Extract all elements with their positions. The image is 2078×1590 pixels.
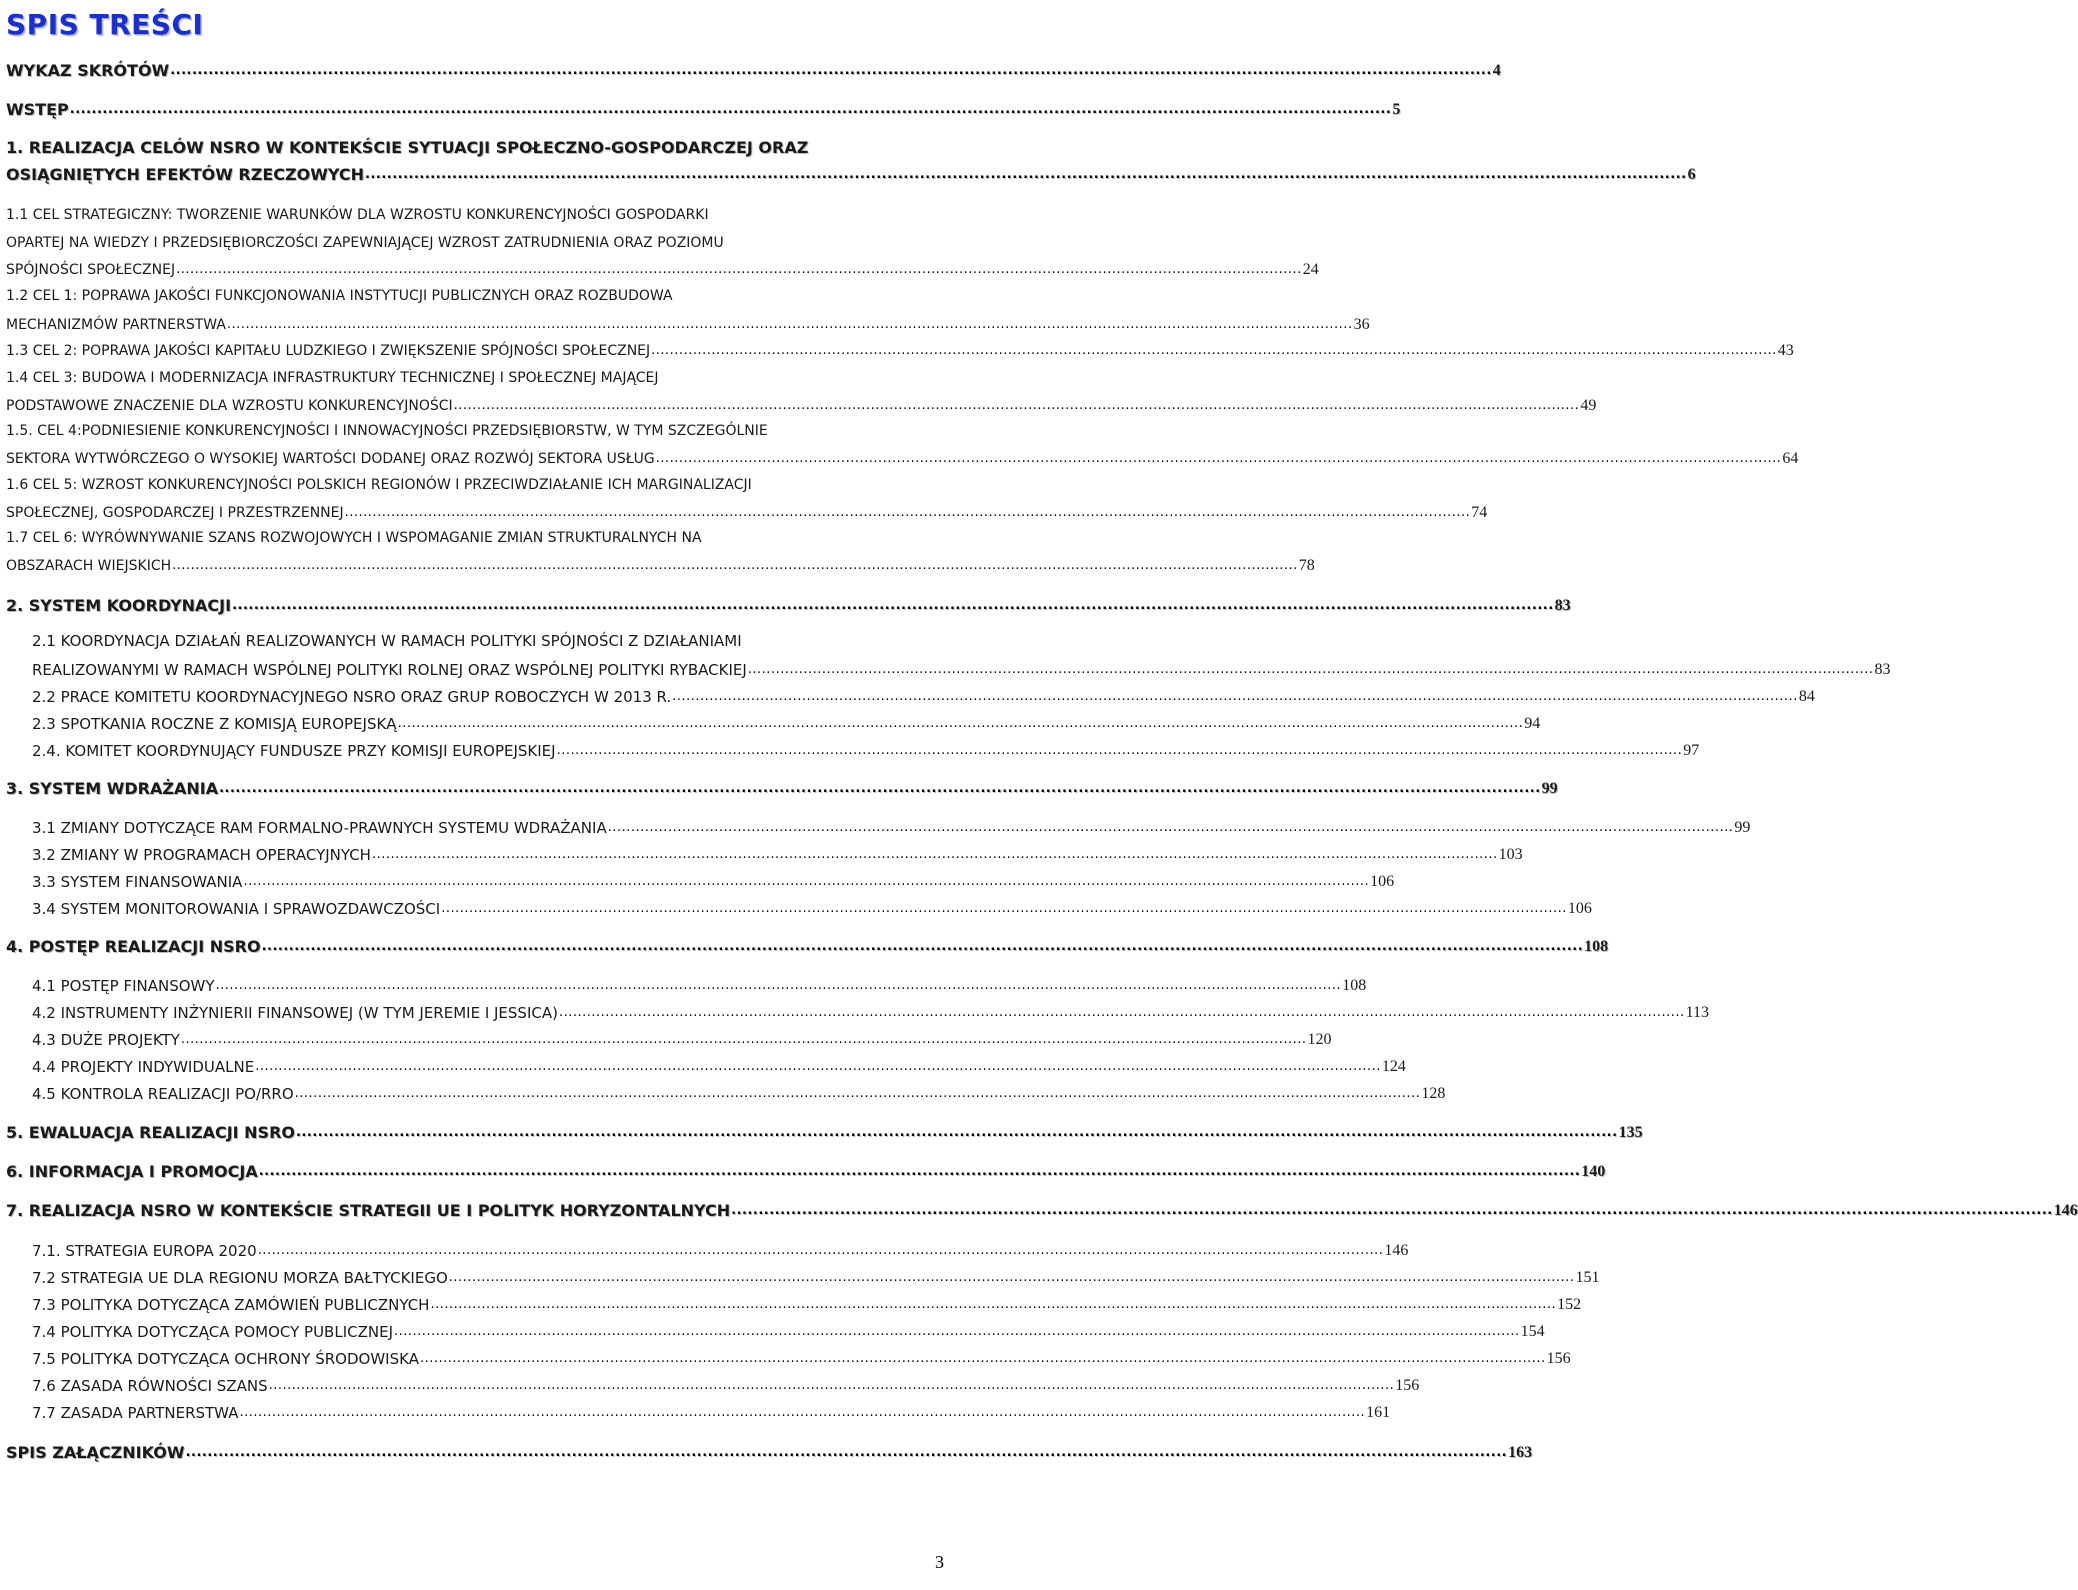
toc-entry[interactable] bbox=[32, 1319, 1545, 1343]
toc-entry[interactable] bbox=[6, 58, 1501, 82]
toc-entry-title-line: 1.5. CEL 4:PODNIESIENIE KONKURENCYJNOŚCI I INNOWACYJNOŚCI PRZEDSIĘBIORSTW, W TYM SZCZEGÓLNIE bbox=[6, 423, 768, 439]
toc-entry-title: WSTĘP bbox=[6, 100, 69, 119]
toc-entry-page: 154 bbox=[1520, 1323, 1545, 1340]
toc-entry-page: 99 bbox=[1541, 780, 1558, 797]
toc-entry-page: 152 bbox=[1557, 1296, 1582, 1313]
toc-entry[interactable] bbox=[32, 815, 1751, 839]
toc-entry-page: 36 bbox=[1353, 316, 1370, 333]
toc-entry-page: 163 bbox=[1508, 1444, 1533, 1461]
toc-entry-title: 2. SYSTEM KOORDYNACJI bbox=[6, 596, 232, 615]
toc-entry[interactable] bbox=[6, 1159, 1606, 1183]
toc-entry[interactable] bbox=[32, 657, 1891, 681]
toc-entry-page: 156 bbox=[1546, 1350, 1571, 1367]
toc-entry-title: 4.3 DUŻE PROJEKTY bbox=[32, 1031, 180, 1049]
toc-entry-title: 7.6 ZASADA RÓWNOŚCI SZANS bbox=[32, 1377, 268, 1395]
toc-entry-page: 120 bbox=[1307, 1031, 1332, 1048]
toc-entry[interactable] bbox=[6, 934, 1609, 958]
toc-entry-title-line: 1.4 CEL 3: BUDOWA I MODERNIZACJA INFRASTRUKTURY TECHNICZNEJ I SPOŁECZNEJ MAJĄCEJ bbox=[6, 370, 659, 386]
toc-entry[interactable] bbox=[6, 338, 1794, 362]
toc-entry-title: 7. REALIZACJA NSRO W KONTEKŚCIE STRATEGII UE I POLITYK HORYZONTALNYCH bbox=[6, 1201, 731, 1220]
toc-entry-page: 94 bbox=[1524, 715, 1541, 732]
toc-entry-title: 6. INFORMACJA I PROMOCJA bbox=[6, 1162, 258, 1181]
toc-entry[interactable] bbox=[32, 1265, 1600, 1289]
toc-entry-title: 3.1 ZMIANY DOTYCZĄCE RAM FORMALNO-PRAWNYCH SYSTEMU WDRAŻANIA bbox=[32, 819, 607, 837]
toc-entry-page: 83 bbox=[1554, 597, 1571, 614]
toc-entry-title: 7.2 STRATEGIA UE DLA REGIONU MORZA BAŁTYCKIEGO bbox=[32, 1269, 448, 1287]
toc-entry[interactable] bbox=[32, 1292, 1582, 1316]
toc-entry-title: 2.2 PRACE KOMITETU KOORDYNACYJNEGO NSRO ORAZ GRUP ROBOCZYCH W 2013 R. bbox=[32, 688, 672, 706]
toc-entry-page: 99 bbox=[1734, 819, 1751, 836]
toc-entry-page: 78 bbox=[1298, 557, 1315, 574]
toc-entry[interactable] bbox=[6, 393, 1597, 417]
toc-entry[interactable] bbox=[32, 1346, 1571, 1370]
toc-entry[interactable] bbox=[32, 842, 1523, 866]
toc-entry[interactable] bbox=[32, 684, 1815, 708]
toc-entry-title: SPÓJNOŚCI SPOŁECZNEJ bbox=[6, 262, 176, 278]
toc-entry-title-line: 1.7 CEL 6: WYRÓWNYWANIE SZANS ROZWOJOWYCH I WSPOMAGANIE ZMIAN STRUKTURALNYCH NA bbox=[6, 530, 702, 546]
toc-entry-page: 49 bbox=[1580, 397, 1597, 414]
toc-entry-title-line: 2.1 KOORDYNACJA DZIAŁAŃ REALIZOWANYCH W RAMACH POLITYKI SPÓJNOŚCI Z DZIAŁANIAMI bbox=[32, 632, 742, 650]
toc-entry-title: 3. SYSTEM WDRAŻANIA bbox=[6, 779, 219, 798]
toc-entry-title: 5. EWALUACJA REALIZACJI NSRO bbox=[6, 1123, 295, 1142]
toc-entry[interactable] bbox=[32, 738, 1700, 762]
toc-entry-title-line: 1. REALIZACJA CELÓW NSRO W KONTEKŚCIE SYTUACJI SPOŁECZNO-GOSPODARCZEJ ORAZ bbox=[6, 138, 809, 157]
toc-entry-title: 7.7 ZASADA PARTNERSTWA bbox=[32, 1404, 239, 1422]
toc-entry-title: SPOŁECZNEJ, GOSPODARCZEJ I PRZESTRZENNEJ bbox=[6, 505, 344, 521]
toc-entry-page: 140 bbox=[1581, 1163, 1606, 1180]
toc-entry-title: 1.3 CEL 2: POPRAWA JAKOŚCI KAPITAŁU LUDZKIEGO I ZWIĘKSZENIE SPÓJNOŚCI SPOŁECZNEJ bbox=[6, 343, 651, 359]
toc-entry[interactable] bbox=[6, 500, 1488, 524]
toc-entry-title: 2.3 SPOTKANIA ROCZNE Z KOMISJĄ EUROPEJSKĄ bbox=[32, 715, 397, 733]
toc-entry-title: OBSZARACH WIEJSKICH bbox=[6, 558, 172, 574]
toc-entry-title: 7.1. STRATEGIA EUROPA 2020 bbox=[32, 1242, 257, 1260]
toc-entry-title: WYKAZ SKRÓTÓW bbox=[6, 61, 170, 80]
toc-entry-page: 64 bbox=[1782, 450, 1799, 467]
toc-entry-title: 4.2 INSTRUMENTY INŻYNIERII FINANSOWEJ (W TYM JEREMIE I JESSICA) bbox=[32, 1004, 558, 1022]
toc-entry-page: 146 bbox=[1384, 1242, 1409, 1259]
toc-entry-page: 156 bbox=[1395, 1377, 1420, 1394]
toc-entry-page: 151 bbox=[1575, 1269, 1600, 1286]
toc-entry[interactable] bbox=[32, 1373, 1420, 1397]
toc-entry-title: PODSTAWOWE ZNACZENIE DLA WZROSTU KONKURENCYJNOŚCI bbox=[6, 398, 453, 414]
toc-entry[interactable] bbox=[6, 97, 1401, 121]
toc-entry-title: 7.5 POLITYKA DOTYCZĄCA OCHRONY ŚRODOWISKA bbox=[32, 1350, 419, 1368]
toc-entry-page: 74 bbox=[1471, 504, 1488, 521]
toc-entry-page: 128 bbox=[1421, 1085, 1446, 1102]
toc-entry-page: 135 bbox=[1618, 1124, 1643, 1141]
toc-entry-title: 4.5 KONTROLA REALIZACJI PO/RRO bbox=[32, 1085, 294, 1103]
toc-entry-page: 106 bbox=[1370, 873, 1395, 890]
toc-entry-title-line: OPARTEJ NA WIEDZY I PRZEDSIĘBIORCZOŚCI ZAPEWNIAJĄCEJ WZROST ZATRUDNIENIA ORAZ POZIOMU bbox=[6, 235, 724, 251]
toc-entry-page: 108 bbox=[1584, 938, 1609, 955]
toc-entry[interactable] bbox=[6, 593, 1571, 617]
toc-entry-title: 3.3 SYSTEM FINANSOWANIA bbox=[32, 873, 243, 891]
toc-entry-title: 4. POSTĘP REALIZACJI NSRO bbox=[6, 937, 261, 956]
toc-entry-title: 3.2 ZMIANY W PROGRAMACH OPERACYJNYCH bbox=[32, 846, 371, 864]
toc-entry[interactable] bbox=[32, 1054, 1406, 1078]
toc-entry[interactable] bbox=[32, 1238, 1409, 1262]
toc-entry[interactable] bbox=[32, 1081, 1446, 1105]
toc-entry[interactable] bbox=[32, 869, 1395, 893]
toc-entry-page: 113 bbox=[1685, 1004, 1710, 1021]
toc-entry[interactable] bbox=[32, 711, 1541, 735]
toc-entry[interactable] bbox=[6, 312, 1370, 336]
toc-entry[interactable] bbox=[32, 1000, 1710, 1024]
toc-entry[interactable] bbox=[6, 776, 1558, 800]
toc-entry-page: 124 bbox=[1381, 1058, 1406, 1075]
toc-entry-page: 84 bbox=[1798, 688, 1815, 705]
toc-entry[interactable] bbox=[6, 446, 1799, 470]
toc-entry-title: 2.4. KOMITET KOORDYNUJĄCY FUNDUSZE PRZY KOMISJI EUROPEJSKIEJ bbox=[32, 742, 556, 760]
toc-entry-page: 97 bbox=[1683, 742, 1700, 759]
toc-entry-title-line: 1.6 CEL 5: WZROST KONKURENCYJNOŚCI POLSKICH REGIONÓW I PRZECIWDZIAŁANIE ICH MARGINALIZACJI bbox=[6, 477, 752, 493]
toc-entry[interactable] bbox=[32, 973, 1367, 997]
toc-entry-page: 108 bbox=[1342, 977, 1367, 994]
toc-entry-title: SPIS ZAŁĄCZNIKÓW bbox=[6, 1443, 185, 1462]
toc-entry-page: 43 bbox=[1777, 342, 1794, 359]
toc-entry-title: 4.4 PROJEKTY INDYWIDUALNE bbox=[32, 1058, 255, 1076]
toc-entry-page: 24 bbox=[1302, 261, 1319, 278]
toc-entry[interactable] bbox=[32, 1400, 1391, 1424]
toc-entry-page: 83 bbox=[1874, 661, 1891, 678]
toc-entry[interactable] bbox=[6, 553, 1315, 577]
toc-entry-title: SEKTORA WYTWÓRCZEGO O WYSOKIEJ WARTOŚCI DODANEJ ORAZ ROZWÓJ SEKTORA USŁUG bbox=[6, 451, 655, 467]
toc-entry-title-line: 1.1 CEL STRATEGICZNY: TWORZENIE WARUNKÓW DLA WZROSTU KONKURENCYJNOŚCI GOSPODARKI bbox=[6, 207, 709, 223]
toc-entry[interactable] bbox=[6, 162, 1696, 186]
toc-entry[interactable] bbox=[6, 1440, 1533, 1464]
toc-entry-page: 106 bbox=[1567, 900, 1592, 917]
toc-entry-title: 7.4 POLITYKA DOTYCZĄCA POMOCY PUBLICZNEJ bbox=[32, 1323, 394, 1341]
toc-entry-title: MECHANIZMÓW PARTNERSTWA bbox=[6, 317, 226, 333]
toc-entry-title: OSIĄGNIĘTYCH EFEKTÓW RZECZOWYCH bbox=[6, 165, 365, 184]
toc-entry-title: 7.3 POLITYKA DOTYCZĄCA ZAMÓWIEŃ PUBLICZNYCH bbox=[32, 1296, 430, 1314]
toc-entry[interactable] bbox=[32, 896, 1592, 920]
page-title: SPIS TREŚCI bbox=[6, 8, 204, 41]
toc-entry-title-line: 1.2 CEL 1: POPRAWA JAKOŚCI FUNKCJONOWANIA INSTYTUCJI PUBLICZNYCH ORAZ ROZBUDOWA bbox=[6, 288, 673, 304]
toc-entry-page: 103 bbox=[1498, 846, 1523, 863]
toc-entry-title: 3.4 SYSTEM MONITOROWANIA I SPRAWOZDAWCZOŚCI bbox=[32, 900, 441, 918]
toc-entry-page: 4 bbox=[1492, 62, 1501, 79]
toc-entry[interactable] bbox=[6, 257, 1319, 281]
toc-entry-page: 161 bbox=[1366, 1404, 1391, 1421]
toc-entry[interactable] bbox=[6, 1120, 1643, 1144]
toc-entry-page: 6 bbox=[1687, 166, 1696, 183]
toc-entry-page: 5 bbox=[1392, 101, 1401, 118]
page-number: 3 bbox=[935, 1552, 944, 1572]
toc-entry-title: REALIZOWANYMI W RAMACH WSPÓLNEJ POLITYKI ROLNEJ ORAZ WSPÓLNEJ POLITYKI RYBACKIEJ bbox=[32, 661, 747, 679]
toc-entry-page: 146 bbox=[2053, 1202, 2078, 1219]
toc-entry[interactable] bbox=[6, 1198, 2078, 1222]
toc-entry-title: 4.1 POSTĘP FINANSOWY bbox=[32, 977, 215, 995]
toc-entry[interactable] bbox=[32, 1027, 1332, 1051]
